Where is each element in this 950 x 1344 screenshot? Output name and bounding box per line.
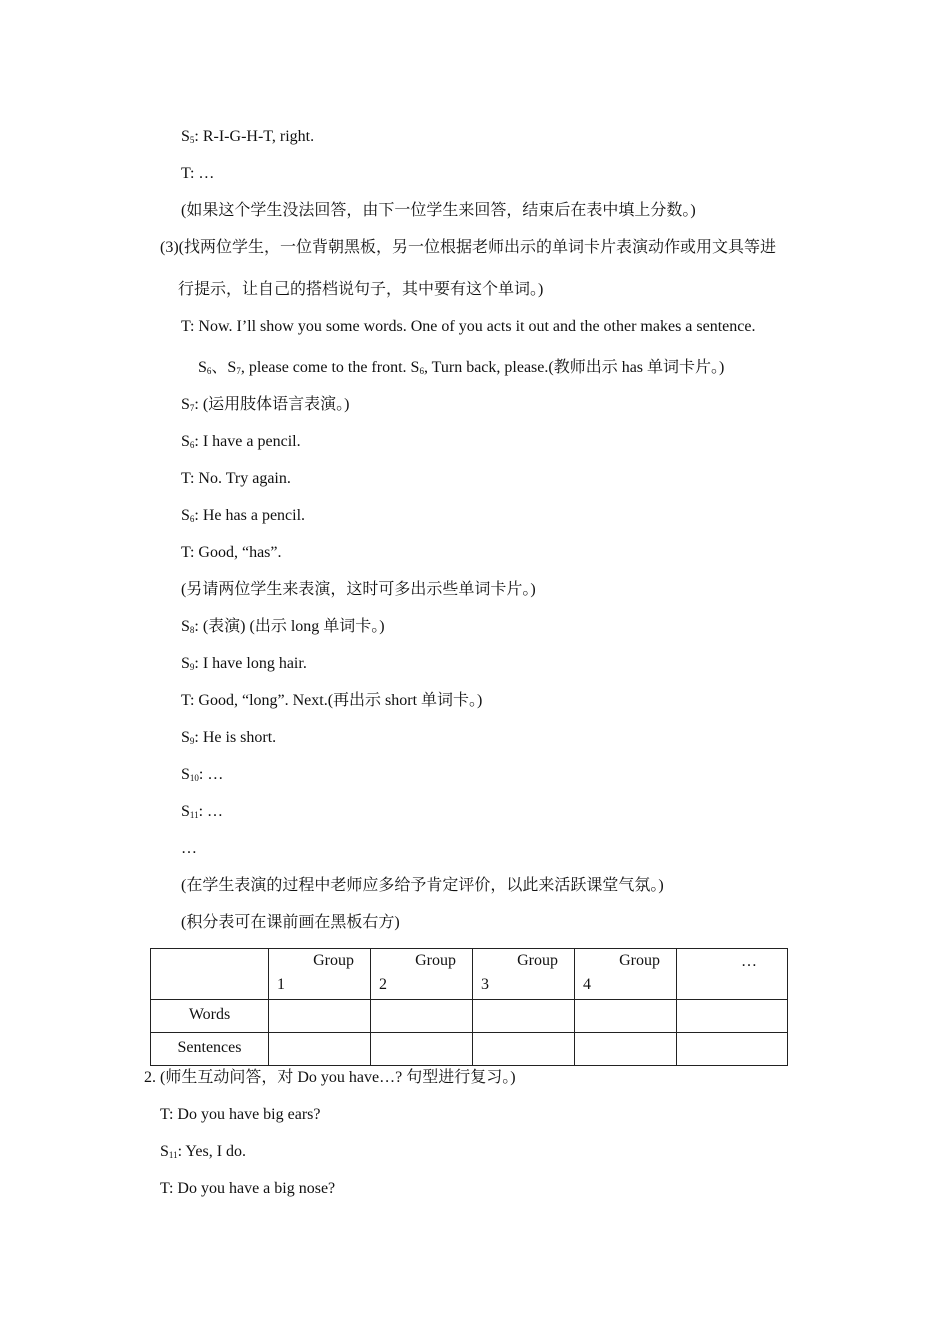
instruction-note: (积分表可在课前画在黑板右方) — [181, 914, 400, 931]
row-label-sentences: Sentences — [151, 1033, 269, 1066]
score-cell — [269, 1000, 371, 1033]
dialogue-line: T: Good, “long”. Next.(再出示 short 单词卡。) — [181, 692, 483, 709]
group-2-header: Group 2 — [371, 949, 473, 1000]
score-cell — [677, 1033, 788, 1066]
table-row — [151, 1033, 788, 1066]
score-cell — [473, 1000, 575, 1033]
instruction-note: (另请两位学生来表演，这时可多出示些单词卡片。) — [181, 581, 536, 598]
dialogue-line: T: Do you have big ears? — [160, 1106, 321, 1123]
dialogue-line: T: Good, “has”. — [181, 544, 282, 561]
score-cell — [473, 1033, 575, 1066]
score-cell — [371, 1033, 473, 1066]
more-groups-header: … — [677, 949, 788, 1000]
dialogue-line: $S_6$: He has a pencil. — [181, 507, 306, 524]
ellipsis-line: … — [181, 840, 197, 857]
dialogue-line: $S_{11}$: Yes, I do. — [160, 1143, 247, 1160]
dialogue-line: $S_{11}$: … — [181, 803, 224, 820]
dialogue-line: T: No. Try again. — [181, 470, 291, 487]
score-cell — [269, 1033, 371, 1066]
activity-heading-cont: 行提示，让自己的搭档说句子，其中要有这个单词。) — [178, 281, 544, 298]
score-cell — [575, 1000, 677, 1033]
dialogue-line: $S_8$: (表演) (出示 long 单词卡。) — [181, 618, 385, 635]
score-table-corner-cell — [151, 949, 269, 1000]
section-heading: 2. (师生互动问答，对 Do you have…? 句型进行复习。) — [144, 1069, 516, 1086]
row-label-words: Words — [151, 1000, 269, 1033]
dialogue-line: $S_6$: I have a pencil. — [181, 433, 301, 450]
dialogue-line: T: … — [181, 165, 215, 182]
group-1-header: Group 1 — [269, 949, 371, 1000]
score-table — [150, 948, 788, 1066]
group-4-header: Group 4 — [575, 949, 677, 1000]
dialogue-line: $S_{10}$: … — [181, 766, 224, 783]
score-cell — [677, 1000, 788, 1033]
dialogue-line: $S_9$: I have long hair. — [181, 655, 307, 672]
dialogue-line: $S_9$: He is short. — [181, 729, 277, 746]
score-cell — [575, 1033, 677, 1066]
dialogue-line: $S_5$: R-I-G-H-T, right. — [181, 128, 315, 145]
dialogue-line: $S_6$、$S_7$, please come to the front. $S_6$, Turn back, please.(教师出示 has 单词卡片。) — [198, 359, 725, 376]
score-table-header-row — [151, 949, 788, 1000]
dialogue-line: T: Do you have a big nose? — [160, 1180, 336, 1197]
group-3-header: Group 3 — [473, 949, 575, 1000]
score-cell — [371, 1000, 473, 1033]
dialogue-line: $S_7$: (运用肢体语言表演。) — [181, 396, 350, 413]
instruction-note: (如果这个学生没法回答，由下一位学生来回答，结束后在表中填上分数。) — [181, 202, 696, 219]
activity-heading: (3)(找两位学生，一位背朝黑板，另一位根据老师出示的单词卡片表演动作或用文具等进 — [160, 239, 776, 256]
table-row — [151, 1000, 788, 1033]
instruction-note: (在学生表演的过程中老师应多给予肯定评价，以此来活跃课堂气氛。) — [181, 877, 664, 894]
dialogue-line: T: Now. I’ll show you some words. One of you acts it out and the other makes a sentence. — [181, 318, 756, 335]
